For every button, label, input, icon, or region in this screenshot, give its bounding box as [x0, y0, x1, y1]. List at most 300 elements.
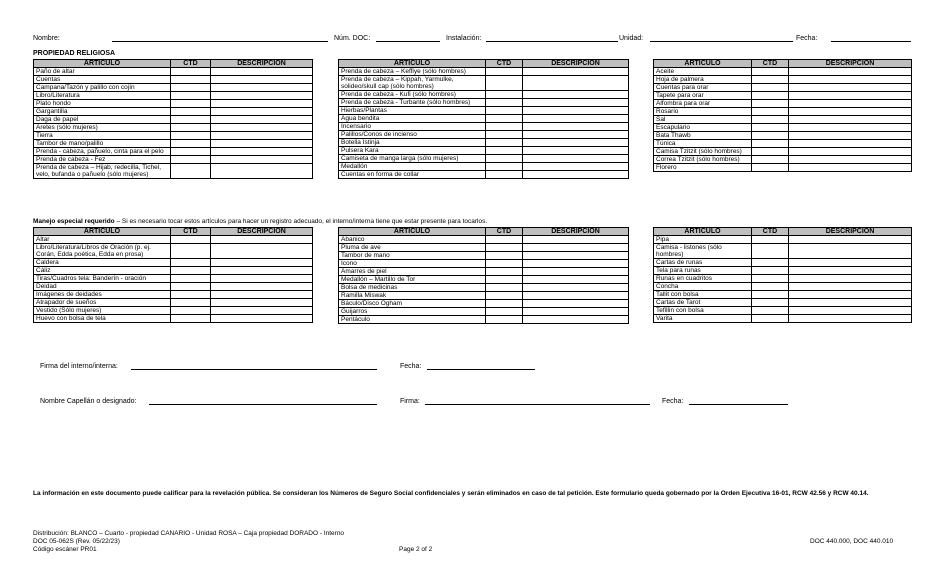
table-row — [654, 68, 912, 76]
table-row — [34, 283, 313, 291]
description-cell[interactable] — [523, 115, 629, 123]
table-row — [654, 267, 912, 275]
article-cell: Medallón – Martillo de Tor — [339, 276, 486, 284]
table-row — [34, 124, 313, 132]
description-cell[interactable] — [789, 100, 912, 108]
article-cell: Pentáculo — [339, 316, 486, 324]
description-cell[interactable] — [523, 252, 629, 260]
description-cell[interactable] — [211, 108, 313, 116]
article-cell: Prenda de cabeza - Kufi (sólo hombres) — [339, 91, 486, 99]
article-cell: Prenda de cabeza – Hijab, redecilla, Tichel, velo, bufanda o pañuelo (sólo mujeres) — [34, 164, 171, 179]
description-cell[interactable] — [789, 92, 912, 100]
quantity-cell[interactable] — [171, 124, 211, 132]
inmate-signature-field[interactable] — [131, 369, 377, 370]
religious-property-table-1 — [33, 59, 313, 179]
description-cell[interactable] — [523, 308, 629, 316]
description-cell[interactable] — [789, 140, 912, 148]
table-row — [339, 171, 629, 179]
description-cell[interactable] — [211, 275, 313, 283]
quantity-cell[interactable] — [171, 116, 211, 124]
table-row — [34, 116, 313, 124]
quantity-cell[interactable] — [171, 291, 211, 299]
special-handling-text: – Si es necesario tocar estos artículos para hacer un registro adecuado, el interno/interna tiene que estar presente para tocarlos. — [114, 218, 488, 225]
article-cell: Tambor de mano/palillo — [34, 140, 171, 148]
article-cell: Camiseta de manga larga (sólo mujeres) — [339, 155, 486, 163]
description-cell[interactable] — [523, 123, 629, 131]
description-cell[interactable] — [789, 156, 912, 164]
column-header-qty: CTD — [486, 228, 523, 236]
quantity-cell[interactable] — [752, 156, 789, 164]
description-cell[interactable] — [211, 100, 313, 108]
description-cell[interactable] — [523, 260, 629, 268]
article-cell: Tallit con bolsa — [654, 291, 752, 299]
table-row — [654, 275, 912, 283]
article-cell: Cuentas en forma de collar — [339, 171, 486, 179]
column-header-description: DESCRIPCION — [211, 60, 313, 68]
article-cell: Bata Thawb — [654, 132, 752, 140]
description-cell[interactable] — [523, 99, 629, 107]
table-row — [654, 244, 912, 259]
article-cell: Cáliz — [34, 267, 171, 275]
article-cell: Pluma de ave — [339, 244, 486, 252]
quantity-cell[interactable] — [486, 163, 523, 171]
article-cell: Gargantilla — [34, 108, 171, 116]
article-cell: Cartas de runas — [654, 259, 752, 267]
description-cell[interactable] — [211, 116, 313, 124]
article-cell: Aceite — [654, 68, 752, 76]
description-cell[interactable] — [789, 275, 912, 283]
description-cell[interactable] — [211, 156, 313, 164]
quantity-cell[interactable] — [486, 284, 523, 292]
description-cell[interactable] — [211, 236, 313, 244]
article-cell: Pipa — [654, 236, 752, 244]
date-label: Fecha: — [796, 35, 818, 42]
facility-field[interactable] — [486, 41, 618, 42]
quantity-cell[interactable] — [486, 308, 523, 316]
table-row — [339, 244, 629, 252]
description-cell[interactable] — [211, 140, 313, 148]
description-cell[interactable] — [211, 244, 313, 259]
article-cell: Agua bendita — [339, 115, 486, 123]
special-handling-title: Manejo especial requerido — [33, 218, 115, 225]
quantity-cell[interactable] — [752, 299, 789, 307]
article-cell: Sal — [654, 116, 752, 124]
description-cell[interactable] — [523, 139, 629, 147]
description-cell[interactable] — [523, 76, 629, 91]
description-cell[interactable] — [789, 244, 912, 259]
article-cell: Incensario — [339, 123, 486, 131]
table-row — [339, 76, 629, 91]
table-row — [339, 123, 629, 131]
description-cell[interactable] — [789, 84, 912, 92]
quantity-cell[interactable] — [486, 316, 523, 324]
article-cell: Rosario — [654, 108, 752, 116]
quantity-cell[interactable] — [171, 84, 211, 92]
article-cell: Escapulario — [654, 124, 752, 132]
quantity-cell[interactable] — [486, 115, 523, 123]
quantity-cell[interactable] — [486, 68, 523, 76]
article-cell: Huevo con bolsa de tela — [34, 315, 171, 323]
religious-property-table-3 — [653, 59, 912, 172]
quantity-cell[interactable] — [752, 259, 789, 267]
description-cell[interactable] — [211, 291, 313, 299]
chaplain-name-field[interactable] — [149, 404, 377, 405]
distribution-text: Distribución: BLANCO – Cuarto - propiedad CANARIO - Unidad ROSA – Caja propiedad DORADO - Interno — [33, 530, 345, 537]
article-cell: Atrapador de sueños — [34, 299, 171, 307]
article-cell: Botella Istinja — [339, 139, 486, 147]
article-cell: Tiras/Cuadros tela: Banderín - oración — [34, 275, 171, 283]
description-cell[interactable] — [211, 259, 313, 267]
table-row — [339, 115, 629, 123]
quantity-cell[interactable] — [171, 68, 211, 76]
article-cell: Tela para runas — [654, 267, 752, 275]
column-header-qty: CTD — [171, 60, 211, 68]
quantity-cell[interactable] — [486, 107, 523, 115]
description-cell[interactable] — [789, 116, 912, 124]
description-cell[interactable] — [789, 76, 912, 84]
article-cell: Amarres de piel — [339, 268, 486, 276]
table-row — [34, 275, 313, 283]
table-row — [339, 260, 629, 268]
table-row — [654, 315, 912, 323]
quantity-cell[interactable] — [752, 267, 789, 275]
description-cell[interactable] — [789, 307, 912, 315]
quantity-cell[interactable] — [752, 100, 789, 108]
article-cell: Hoja de palmera — [654, 76, 752, 84]
quantity-cell[interactable] — [752, 148, 789, 156]
description-cell[interactable] — [523, 236, 629, 244]
table-row — [654, 76, 912, 84]
description-cell[interactable] — [523, 147, 629, 155]
article-cell: Prenda de cabeza – Kippah, Yarmulke, solideo/skull cap (sólo hombres) — [339, 76, 486, 91]
unit-field[interactable] — [650, 41, 793, 42]
quantity-cell[interactable] — [486, 236, 523, 244]
table-row — [34, 132, 313, 140]
column-header-article: ARTICULO — [34, 228, 171, 236]
article-cell: Ramilla Miswak — [339, 292, 486, 300]
table-row — [654, 259, 912, 267]
table-row — [34, 156, 313, 164]
quantity-cell[interactable] — [486, 244, 523, 252]
description-cell[interactable] — [523, 91, 629, 99]
quantity-cell[interactable] — [171, 267, 211, 275]
chaplain-date-field[interactable] — [689, 404, 788, 405]
article-cell: Florero — [654, 164, 752, 172]
description-cell[interactable] — [523, 131, 629, 139]
column-header-article: ARTICULO — [34, 60, 171, 68]
table-row — [654, 92, 912, 100]
article-cell: Runas en cuadritos — [654, 275, 752, 283]
chaplain-name-label: Nombre Capellán o designado: — [40, 398, 137, 405]
quantity-cell[interactable] — [171, 315, 211, 323]
special-handling-table-1 — [33, 227, 313, 323]
quantity-cell[interactable] — [171, 92, 211, 100]
column-header-article: ARTICULO — [654, 60, 752, 68]
description-cell[interactable] — [789, 68, 912, 76]
table-row — [34, 148, 313, 156]
article-cell: Varita — [654, 315, 752, 323]
column-header-qty: CTD — [752, 60, 789, 68]
description-cell[interactable] — [523, 316, 629, 324]
quantity-cell[interactable] — [486, 76, 523, 91]
quantity-cell[interactable] — [171, 259, 211, 267]
description-cell[interactable] — [789, 315, 912, 323]
article-cell: Prenda de cabeza – Keffiye (sólo hombres) — [339, 68, 486, 76]
article-cell: Prenda - cabeza, pañuelo, cinta para el pelo — [34, 148, 171, 156]
quantity-cell[interactable] — [171, 236, 211, 244]
table-row — [34, 76, 313, 84]
special-handling-note — [33, 218, 487, 225]
quantity-cell[interactable] — [486, 171, 523, 179]
table-row — [339, 300, 629, 308]
chaplain-signature-field[interactable] — [425, 404, 650, 405]
column-header-qty: CTD — [171, 228, 211, 236]
quantity-cell[interactable] — [752, 124, 789, 132]
quantity-cell[interactable] — [171, 275, 211, 283]
quantity-cell[interactable] — [486, 147, 523, 155]
table-row — [34, 299, 313, 307]
description-cell[interactable] — [789, 259, 912, 267]
description-cell[interactable] — [789, 267, 912, 275]
description-cell[interactable] — [523, 276, 629, 284]
quantity-cell[interactable] — [171, 156, 211, 164]
facility-label: Instalación: — [446, 35, 482, 42]
description-cell[interactable] — [523, 244, 629, 252]
description-cell[interactable] — [211, 68, 313, 76]
table-row — [339, 147, 629, 155]
table-row — [34, 84, 313, 92]
table-row — [654, 156, 912, 164]
column-header-description: DESCRIPCION — [789, 228, 912, 236]
article-cell: Camisa Tzitzit (sólo hombres) — [654, 148, 752, 156]
description-cell[interactable] — [523, 68, 629, 76]
table-row — [654, 307, 912, 315]
column-header-description: DESCRIPCION — [523, 228, 629, 236]
description-cell[interactable] — [211, 76, 313, 84]
table-row — [339, 163, 629, 171]
disclosure-notice: La información en este documento puede calificar para la revelación pública. Se consideran los Números de Seguro Social confidenciales y serán eliminados en caso de tal petición. Este formulario queda gobernado por la Orden Ejecutiva 16-01, RCW 42.56 y RCW 40.14. — [33, 490, 869, 497]
quantity-cell[interactable] — [752, 84, 789, 92]
table-row — [654, 84, 912, 92]
description-cell[interactable] — [789, 236, 912, 244]
column-header-qty: CTD — [486, 60, 523, 68]
table-row — [654, 100, 912, 108]
article-cell: Camisa - listones (sólo hombres) — [654, 244, 752, 259]
description-cell[interactable] — [789, 164, 912, 172]
table-row — [654, 116, 912, 124]
quantity-cell[interactable] — [752, 244, 789, 259]
inmate-date-field[interactable] — [427, 369, 535, 370]
religious-property-title: PROPIEDAD RELIGIOSA — [33, 50, 116, 57]
description-cell[interactable] — [789, 124, 912, 132]
article-cell: Tapete para orar — [654, 92, 752, 100]
article-cell: Libro/Literatura/Libros de Oración (p. ej. Corán, Edda poética, Edda en prosa) — [34, 244, 171, 259]
table-row — [339, 68, 629, 76]
table-row — [339, 292, 629, 300]
quantity-cell[interactable] — [486, 131, 523, 139]
quantity-cell[interactable] — [171, 244, 211, 259]
article-cell: Cuentas — [34, 76, 171, 84]
article-cell: Tierra — [34, 132, 171, 140]
article-cell: Alfombra para orar — [654, 100, 752, 108]
description-cell[interactable] — [211, 132, 313, 140]
description-cell[interactable] — [789, 299, 912, 307]
description-cell[interactable] — [211, 267, 313, 275]
table-row — [654, 140, 912, 148]
quantity-cell[interactable] — [486, 268, 523, 276]
article-cell: Imágenes de deidades — [34, 291, 171, 299]
table-row — [34, 291, 313, 299]
quantity-cell[interactable] — [752, 140, 789, 148]
column-header-description: DESCRIPCION — [789, 60, 912, 68]
table-row — [654, 132, 912, 140]
table-row — [654, 299, 912, 307]
article-cell: Icono — [339, 260, 486, 268]
table-row — [34, 92, 313, 100]
article-cell: Cuentas para orar — [654, 84, 752, 92]
quantity-cell[interactable] — [752, 291, 789, 299]
description-cell[interactable] — [211, 299, 313, 307]
table-row — [654, 124, 912, 132]
chaplain-signature-label: Firma: — [400, 398, 420, 405]
description-cell[interactable] — [789, 283, 912, 291]
column-header-description: DESCRIPCION — [523, 60, 629, 68]
chaplain-date-label: Fecha: — [662, 398, 684, 405]
description-cell[interactable] — [789, 132, 912, 140]
quantity-cell[interactable] — [752, 307, 789, 315]
table-row — [34, 68, 313, 76]
quantity-cell[interactable] — [486, 300, 523, 308]
date-field[interactable] — [831, 41, 911, 42]
article-cell: Medallón — [339, 163, 486, 171]
article-cell: Daga de papel — [34, 116, 171, 124]
description-cell[interactable] — [523, 107, 629, 115]
quantity-cell[interactable] — [752, 275, 789, 283]
quantity-cell[interactable] — [171, 307, 211, 315]
quantity-cell[interactable] — [486, 139, 523, 147]
table-row — [339, 284, 629, 292]
description-cell[interactable] — [211, 84, 313, 92]
quantity-cell[interactable] — [752, 92, 789, 100]
quantity-cell[interactable] — [171, 299, 211, 307]
article-cell: Prenda de cabeza - Turbante (sólo hombres) — [339, 99, 486, 107]
description-cell[interactable] — [523, 284, 629, 292]
description-cell[interactable] — [523, 300, 629, 308]
name-field[interactable] — [112, 41, 328, 42]
table-row — [654, 291, 912, 299]
description-cell[interactable] — [523, 268, 629, 276]
table-row — [654, 283, 912, 291]
article-cell: Correa Tzitzit (sólo hombres) — [654, 156, 752, 164]
table-row — [339, 268, 629, 276]
scan-code: Código escáner PR01 — [33, 546, 97, 553]
quantity-cell[interactable] — [752, 68, 789, 76]
quantity-cell[interactable] — [752, 236, 789, 244]
quantity-cell[interactable] — [486, 91, 523, 99]
description-cell[interactable] — [523, 163, 629, 171]
article-cell: Concha — [654, 283, 752, 291]
description-cell[interactable] — [523, 292, 629, 300]
quantity-cell[interactable] — [171, 108, 211, 116]
doc-number-label: Núm. DOC: — [334, 35, 371, 42]
description-cell[interactable] — [211, 148, 313, 156]
quantity-cell[interactable] — [171, 148, 211, 156]
table-row — [339, 139, 629, 147]
description-cell[interactable] — [211, 307, 313, 315]
quantity-cell[interactable] — [486, 276, 523, 284]
table-row — [34, 244, 313, 259]
article-cell: Bolsa de medicinas — [339, 284, 486, 292]
description-cell[interactable] — [523, 171, 629, 179]
table-row — [654, 108, 912, 116]
inmate-date-label: Fecha: — [400, 363, 422, 370]
description-cell[interactable] — [211, 164, 313, 179]
quantity-cell[interactable] — [171, 100, 211, 108]
quantity-cell[interactable] — [171, 164, 211, 179]
table-row — [339, 91, 629, 99]
article-cell: Tefillin con bolsa — [654, 307, 752, 315]
table-row — [34, 100, 313, 108]
quantity-cell[interactable] — [752, 76, 789, 84]
quantity-cell[interactable] — [752, 116, 789, 124]
quantity-cell[interactable] — [752, 315, 789, 323]
article-cell: Aretes (sólo mujeres) — [34, 124, 171, 132]
table-row — [34, 108, 313, 116]
quantity-cell[interactable] — [486, 155, 523, 163]
quantity-cell[interactable] — [752, 283, 789, 291]
article-cell: Libro/Literatura — [34, 92, 171, 100]
article-cell: Campana/Tazón y palillo con cojín — [34, 84, 171, 92]
table-row — [339, 155, 629, 163]
inmate-signature-label: Firma del interno/interna: — [40, 363, 118, 370]
table-row — [339, 316, 629, 324]
article-cell: Plato hondo — [34, 100, 171, 108]
table-row — [339, 99, 629, 107]
description-cell[interactable] — [211, 315, 313, 323]
quantity-cell[interactable] — [171, 132, 211, 140]
description-cell[interactable] — [789, 291, 912, 299]
quantity-cell[interactable] — [486, 99, 523, 107]
description-cell[interactable] — [789, 148, 912, 156]
description-cell[interactable] — [211, 92, 313, 100]
quantity-cell[interactable] — [171, 140, 211, 148]
quantity-cell[interactable] — [486, 123, 523, 131]
description-cell[interactable] — [789, 108, 912, 116]
article-cell: Hierbas/Plantas — [339, 107, 486, 115]
religious-property-table-2 — [338, 59, 629, 179]
doc-number-field[interactable] — [376, 41, 440, 42]
article-cell: Prenda de cabeza - Fez — [34, 156, 171, 164]
description-cell[interactable] — [211, 124, 313, 132]
quantity-cell[interactable] — [752, 132, 789, 140]
quantity-cell[interactable] — [752, 108, 789, 116]
quantity-cell[interactable] — [486, 292, 523, 300]
article-cell: Palillos/Conos de incienso — [339, 131, 486, 139]
column-header-article: ARTICULO — [654, 228, 752, 236]
description-cell[interactable] — [523, 155, 629, 163]
quantity-cell[interactable] — [486, 252, 523, 260]
description-cell[interactable] — [211, 283, 313, 291]
quantity-cell[interactable] — [171, 283, 211, 291]
column-header-description: DESCRIPCION — [211, 228, 313, 236]
article-cell: Guijarros — [339, 308, 486, 316]
quantity-cell[interactable] — [752, 164, 789, 172]
table-row — [654, 236, 912, 244]
doc-references: DOC 440.000, DOC 440.010 — [810, 538, 894, 545]
article-cell: Pulsera Kara — [339, 147, 486, 155]
quantity-cell[interactable] — [486, 260, 523, 268]
quantity-cell[interactable] — [171, 76, 211, 84]
